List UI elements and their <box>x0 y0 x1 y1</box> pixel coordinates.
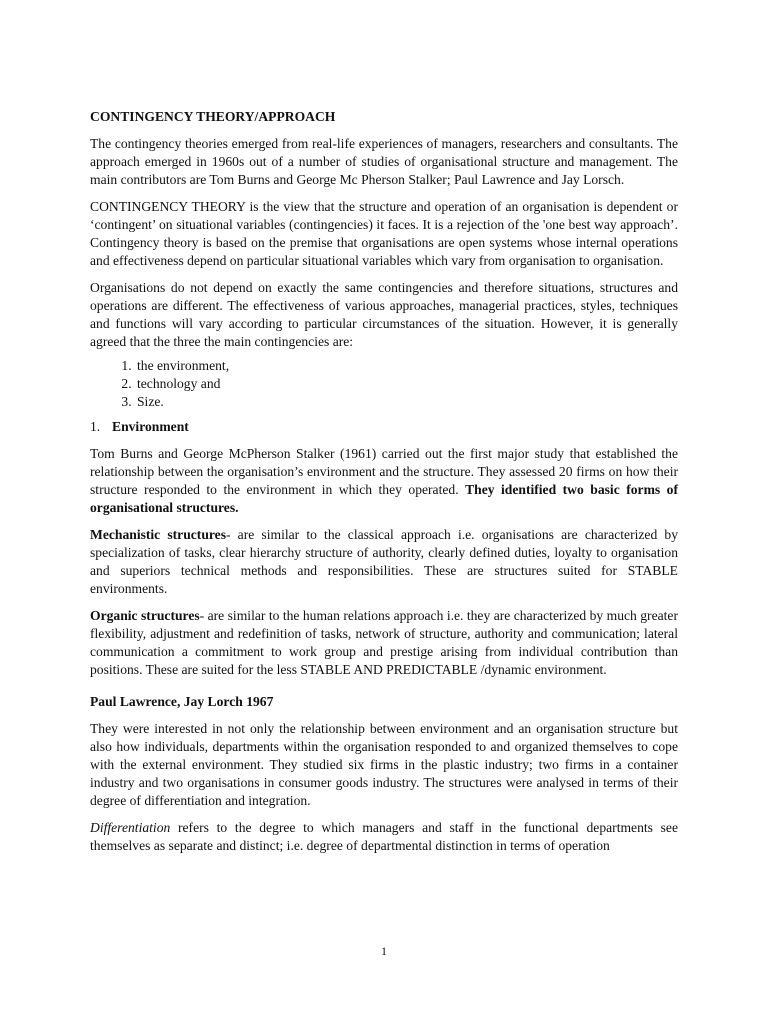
section-number: 1. <box>90 419 101 434</box>
page-number: 1 <box>381 944 387 958</box>
mechanistic-paragraph <box>90 526 678 598</box>
organic-term: Organic structures <box>90 608 200 623</box>
document-body <box>90 108 678 855</box>
document-title: CONTINGENCY THEORY/APPROACH <box>90 109 336 124</box>
list-item: 2. technology and <box>135 375 678 393</box>
lawrence-lorch-heading: Paul Lawrence, Jay Lorch 1967 <box>90 694 274 709</box>
section-heading-environment <box>90 418 678 436</box>
intro-paragraph-1: The contingency theories emerged from real-life experiences of managers, researchers and consultants. The approach emerged in 1960s out of a number of studies of organisational structure and management. The main contributors are Tom Burns and George Mc Pherson Stalker; Paul Lawrence and Jay Lorsch. <box>90 136 678 187</box>
organic-text: - are similar to the human relations approach i.e. they are characterized by much greater flexibility, adjustment and redefinition of tasks, network of structure, authority and communication; lateral communication a commitment to work group and prestige arising from individual contribution than positions. These are suited for the less STABLE AND PREDICTABLE /dynamic environment. <box>90 608 678 677</box>
differentiation-term: Differentiation <box>90 820 171 835</box>
mechanistic-text: - are similar to the classical approach i.e. organisations are characterized by specialization of tasks, clear hierarchy structure of authority, clearly defined duties, loyalty to organisation and superiors technical methods and responsibilities. These are structures suited for STABLE environments. <box>90 527 678 596</box>
differentiation-paragraph <box>90 819 678 855</box>
environment-bold-text: They identified two basic forms of organisational structures. <box>90 482 678 515</box>
differentiation-text: refers to the degree to which managers and staff in the functional departments see themselves as separate and distinct; i.e. degree of departmental distinction in terms of operation <box>90 820 678 853</box>
contingencies-list <box>90 357 678 411</box>
list-item: 1. the environment, <box>135 357 678 375</box>
environment-paragraph <box>90 445 678 517</box>
intro-paragraph-2: CONTINGENCY THEORY is the view that the structure and operation of an organisation is dependent or ‘contingent’ on situational variables (contingencies) it faces. It is a rejection of the 'one best way approach’. Contingency theory is based on the premise that organisations are open systems whose internal operations and effectiveness depend on particular situational variables which vary from organisation to organisation. <box>90 199 678 268</box>
intro-paragraph-3: Organisations do not depend on exactly the same contingencies and therefore situations, structures and operations are different. The effectiveness of various approaches, managerial practices, styles, techniques and functions will vary according to particular circumstances of the situation. However, it is generally agreed that the three the main contingencies are: <box>90 280 678 349</box>
list-item: 3. Size. <box>135 393 678 411</box>
organic-paragraph <box>90 607 678 679</box>
mechanistic-term: Mechanistic structures <box>90 527 227 542</box>
lawrence-paragraph: They were interested in not only the relationship between environment and an organisation structure but also how individuals, departments within the organisation responded to and organized themselves to cope with the external environment. They studied six firms in the plastic industry; two firms in a container industry and two organisations in consumer goods industry. The structures were analysed in terms of their degree of differentiation and integration. <box>90 721 678 808</box>
section-title: Environment <box>112 419 189 434</box>
environment-text: Tom Burns and George McPherson Stalker (1961) carried out the first major study that established the relationship between the organisation’s environment and the structure. They assessed 20 firms on how their structure responded to the environment in which they operated. <box>90 446 678 497</box>
